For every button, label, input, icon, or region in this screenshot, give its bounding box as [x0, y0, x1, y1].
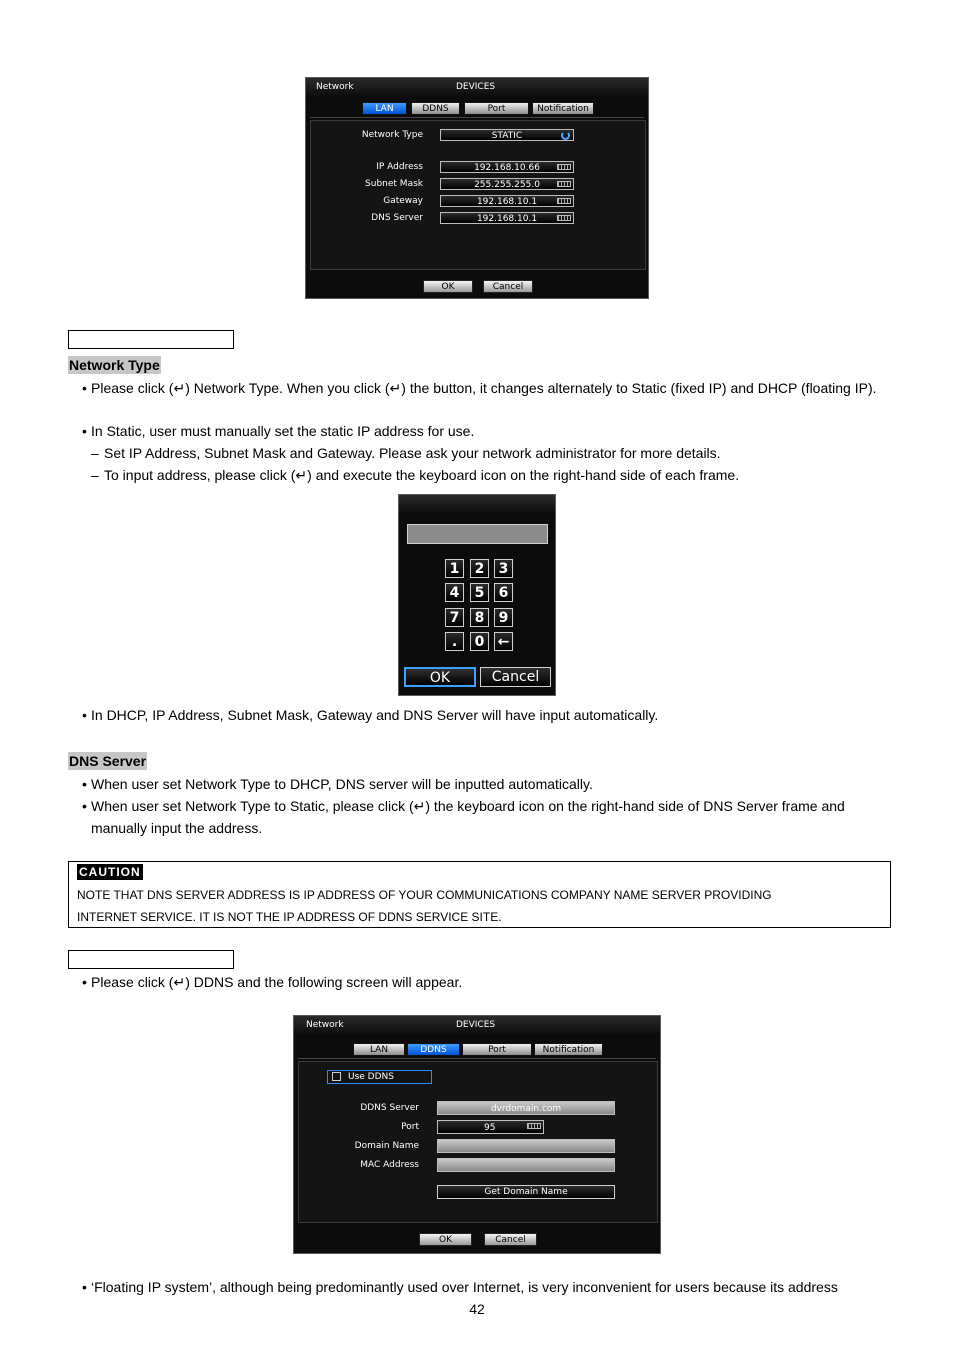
- network-type-heading: Network Type: [69, 357, 160, 373]
- get-domain-name-button[interactable]: Get Domain Name: [437, 1185, 615, 1199]
- bullet-marker: •: [82, 423, 87, 439]
- use-ddns-option[interactable]: [327, 1070, 432, 1084]
- ip-address-label: IP Address: [376, 162, 423, 172]
- tab-lan[interactable]: LAN: [353, 1043, 405, 1056]
- ok-button[interactable]: OK: [423, 280, 473, 293]
- list-item: [82, 773, 882, 795]
- tab-bar: [298, 1043, 656, 1059]
- mac-address-label: MAC Address: [360, 1160, 419, 1170]
- sub-list-item: [91, 442, 881, 464]
- caution-box: [68, 861, 891, 928]
- settings-panel: [298, 1061, 658, 1223]
- tab-ddns[interactable]: DDNS: [411, 102, 460, 115]
- list-item: [82, 795, 882, 839]
- sub-list-item: [91, 464, 881, 486]
- dns-server-heading: DNS Server: [69, 753, 147, 769]
- list-item: [82, 1276, 882, 1298]
- page-number: 42: [469, 1301, 485, 1317]
- screen-title-devices: DEVICES: [456, 82, 496, 92]
- key-1[interactable]: 1: [445, 559, 464, 578]
- subnet-mask-value: 255.255.255.0: [474, 180, 540, 190]
- bullet-text: When user set Network Type to Static, please click (↵) the keyboard icon on the right-hand side of DNS Server frame and manually input the address.: [91, 798, 845, 836]
- bullet-marker: •: [82, 380, 87, 396]
- domain-name-field[interactable]: [437, 1139, 615, 1153]
- domain-name-label: Domain Name: [354, 1141, 419, 1151]
- use-ddns-label: Use DDNS: [348, 1072, 394, 1082]
- refresh-icon: [561, 131, 570, 140]
- list-item: [82, 704, 882, 726]
- keypad-display: [407, 524, 548, 544]
- ddns-server-label: DDNS Server: [360, 1103, 419, 1113]
- dns-server-field[interactable]: [440, 212, 574, 224]
- keypad-ok-button[interactable]: OK: [404, 667, 476, 687]
- use-ddns-checkbox[interactable]: [332, 1072, 341, 1081]
- tab-port[interactable]: Port: [462, 1043, 532, 1056]
- numeric-keypad-screen: [398, 494, 556, 696]
- list-item: [82, 420, 882, 442]
- screen-title-bar: [294, 1016, 660, 1036]
- tab-ddns[interactable]: DDNS: [407, 1043, 460, 1056]
- key-0[interactable]: 0: [470, 632, 489, 651]
- key-7[interactable]: 7: [445, 608, 464, 627]
- ok-button[interactable]: OK: [419, 1233, 472, 1246]
- lan-network-screen: [305, 77, 649, 299]
- sub-item-text: Set IP Address, Subnet Mask and Gateway. Please ask your network administrator for more details.: [104, 445, 721, 461]
- bullet-marker: •: [82, 1279, 87, 1295]
- tab-lan[interactable]: LAN: [362, 102, 407, 115]
- bullet-text: In DHCP, IP Address, Subnet Mask, Gateway and DNS Server will have input automatically.: [91, 707, 659, 723]
- gateway-value: 192.168.10.1: [476, 197, 538, 207]
- bullet-text: Please click (↵) Network Type. When you click (↵) the button, it changes alternately to Static (fixed IP) and DHCP (floating IP).: [91, 380, 877, 396]
- ddns-network-screen: [293, 1015, 661, 1254]
- keyboard-icon[interactable]: [557, 215, 571, 221]
- ip-address-field[interactable]: [440, 161, 574, 173]
- mac-address-field[interactable]: [437, 1158, 615, 1172]
- keypad-cancel-button[interactable]: Cancel: [480, 667, 551, 687]
- keyboard-icon[interactable]: [527, 1123, 541, 1129]
- caution-line: NOTE THAT DNS SERVER ADDRESS IS IP ADDRESS OF YOUR COMMUNICATIONS COMPANY NAME SERVER PROVIDING: [77, 888, 772, 902]
- gateway-field[interactable]: [440, 195, 574, 207]
- key-4[interactable]: 4: [445, 583, 464, 602]
- section-title-box: [68, 330, 234, 349]
- keyboard-icon[interactable]: [557, 198, 571, 204]
- subnet-mask-label: Subnet Mask: [365, 179, 423, 189]
- keyboard-icon[interactable]: [557, 181, 571, 187]
- port-label: Port: [401, 1122, 419, 1132]
- tab-notification[interactable]: Notification: [534, 1043, 603, 1056]
- ip-address-value: 192.168.10.66: [474, 163, 540, 173]
- screen-title-bar: [306, 78, 648, 98]
- tab-bar: [310, 102, 644, 118]
- screen-title-network: Network: [316, 82, 354, 92]
- gateway-label: Gateway: [383, 196, 423, 206]
- dash-marker: –: [91, 445, 99, 461]
- list-item: [82, 971, 882, 993]
- network-type-label: Network Type: [361, 130, 423, 140]
- screen-title-devices: DEVICES: [456, 1020, 496, 1030]
- cancel-button[interactable]: Cancel: [483, 280, 533, 293]
- key-9[interactable]: 9: [494, 608, 513, 627]
- dash-marker: –: [91, 467, 99, 483]
- key-8[interactable]: 8: [470, 608, 489, 627]
- caution-line: INTERNET SERVICE. IT IS NOT THE IP ADDRESS OF DDNS SERVICE SITE.: [77, 910, 502, 924]
- backspace-key[interactable]: ←: [494, 632, 513, 651]
- bullet-text: ‘Floating IP system’, although being predominantly used over Internet, is very inconvenient for users because its address: [91, 1279, 838, 1295]
- port-field[interactable]: [437, 1120, 544, 1134]
- caution-tag: CAUTION: [79, 865, 141, 879]
- bullet-marker: •: [82, 776, 87, 792]
- port-value: 95: [484, 1123, 496, 1133]
- network-type-value: STATIC: [491, 131, 523, 141]
- bullet-marker: •: [82, 974, 87, 990]
- keypad-title-bar: [399, 495, 555, 515]
- network-type-button[interactable]: [440, 129, 574, 141]
- key-2[interactable]: 2: [470, 559, 489, 578]
- list-item: [82, 377, 882, 399]
- keyboard-icon[interactable]: [557, 164, 571, 170]
- caution-text: [77, 884, 877, 928]
- bullet-marker: •: [82, 707, 87, 723]
- tab-port[interactable]: Port: [464, 102, 529, 115]
- bullet-text: Please click (↵) DDNS and the following screen will appear.: [91, 974, 463, 990]
- cancel-button[interactable]: Cancel: [484, 1233, 537, 1246]
- key-3[interactable]: 3: [494, 559, 513, 578]
- key-dot[interactable]: .: [445, 632, 464, 651]
- key-6[interactable]: 6: [494, 583, 513, 602]
- subnet-mask-field[interactable]: [440, 178, 574, 190]
- dns-server-value: 192.168.10.1: [476, 214, 538, 224]
- section-title-box: [68, 950, 234, 969]
- bullet-marker: •: [82, 798, 87, 814]
- sub-item-text: To input address, please click (↵) and execute the keyboard icon on the right-hand side of each frame.: [104, 467, 740, 483]
- ddns-server-field[interactable]: dvrdomain.com: [437, 1101, 615, 1115]
- bullet-text: In Static, user must manually set the static IP address for use.: [91, 423, 475, 439]
- settings-panel: [310, 120, 646, 270]
- dns-server-label: DNS Server: [371, 213, 423, 223]
- tab-notification[interactable]: Notification: [532, 102, 594, 115]
- key-5[interactable]: 5: [470, 583, 489, 602]
- bullet-text: When user set Network Type to DHCP, DNS server will be inputted automatically.: [91, 776, 593, 792]
- screen-title-network: Network: [306, 1020, 344, 1030]
